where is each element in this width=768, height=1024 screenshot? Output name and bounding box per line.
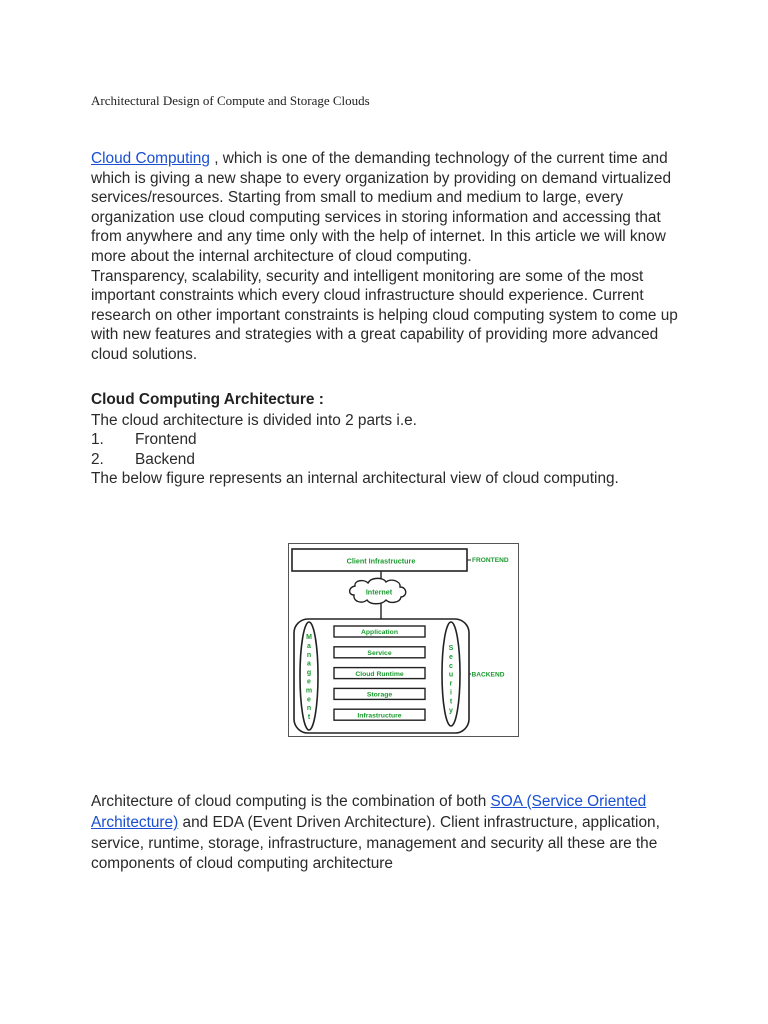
backend-label: BACKEND bbox=[471, 671, 505, 679]
document-title: Architectural Design of Compute and Storage Clouds bbox=[91, 93, 370, 108]
list-number: 1. bbox=[91, 431, 104, 448]
list-number: 2. bbox=[91, 451, 104, 468]
section-heading: Cloud Computing Architecture : bbox=[91, 391, 324, 408]
management-label: M a n a g e m e n t bbox=[305, 634, 313, 722]
layer-label-application: Application bbox=[360, 629, 399, 637]
constraints-text: Transparency, scalability, security and intelligent monitoring are some of the most important constraints which every cloud infrastructure should experience. Current research on other important constraints is helping cloud computing system to come up with new features and strategies with a great capability of providing more advanced cloud solutions. bbox=[91, 267, 678, 363]
list-item-backend bbox=[91, 450, 195, 470]
list-item-frontend bbox=[91, 430, 197, 450]
section-intro: The cloud architecture is divided into 2 parts i.e. bbox=[91, 412, 417, 429]
list-text: Frontend bbox=[135, 431, 197, 448]
cloud-computing-link[interactable]: Cloud Computing bbox=[91, 150, 210, 167]
layer-label-storage: Storage bbox=[366, 691, 393, 699]
intro-paragraph bbox=[91, 149, 681, 365]
layer-label-cloud-runtime: Cloud Runtime bbox=[355, 670, 404, 678]
list-text: Backend bbox=[135, 451, 195, 468]
closing-text-end: and EDA (Event Driven Architecture). Client infrastructure, application, service, runtime, storage, infrastructure, management and security all these are the components of cloud computing architecture bbox=[91, 813, 660, 873]
closing-text-start: Architecture of cloud computing is the combination of both bbox=[91, 793, 491, 810]
client-infrastructure-label: Client Infrastructure bbox=[346, 556, 416, 566]
architecture-diagram-svg bbox=[288, 543, 519, 737]
layer-label-service: Service bbox=[367, 650, 392, 657]
closing-paragraph bbox=[91, 792, 681, 875]
security-label: S e c u r i t y bbox=[448, 645, 454, 715]
intro-text: , which is one of the demanding technology of the current time and which is giving a new shape to every organization by providing on demand virtualized services/resources. Starting from small to medium and medium to large, every organization use cloud computing services in storing information and accessing that from anywhere and any time only with the help of internet. In this article we will know more about the internal architecture of cloud computing. bbox=[91, 150, 672, 265]
figure-intro-text: The below figure represents an internal architectural view of cloud computing. bbox=[91, 470, 619, 487]
layer-label-infrastructure: Infrastructure bbox=[357, 712, 402, 720]
architecture-diagram bbox=[288, 543, 519, 737]
internet-label: Internet bbox=[365, 587, 393, 597]
frontend-label: FRONTEND bbox=[472, 557, 509, 564]
soa-link[interactable]: SOA (Service Oriented Architecture) bbox=[91, 793, 647, 831]
